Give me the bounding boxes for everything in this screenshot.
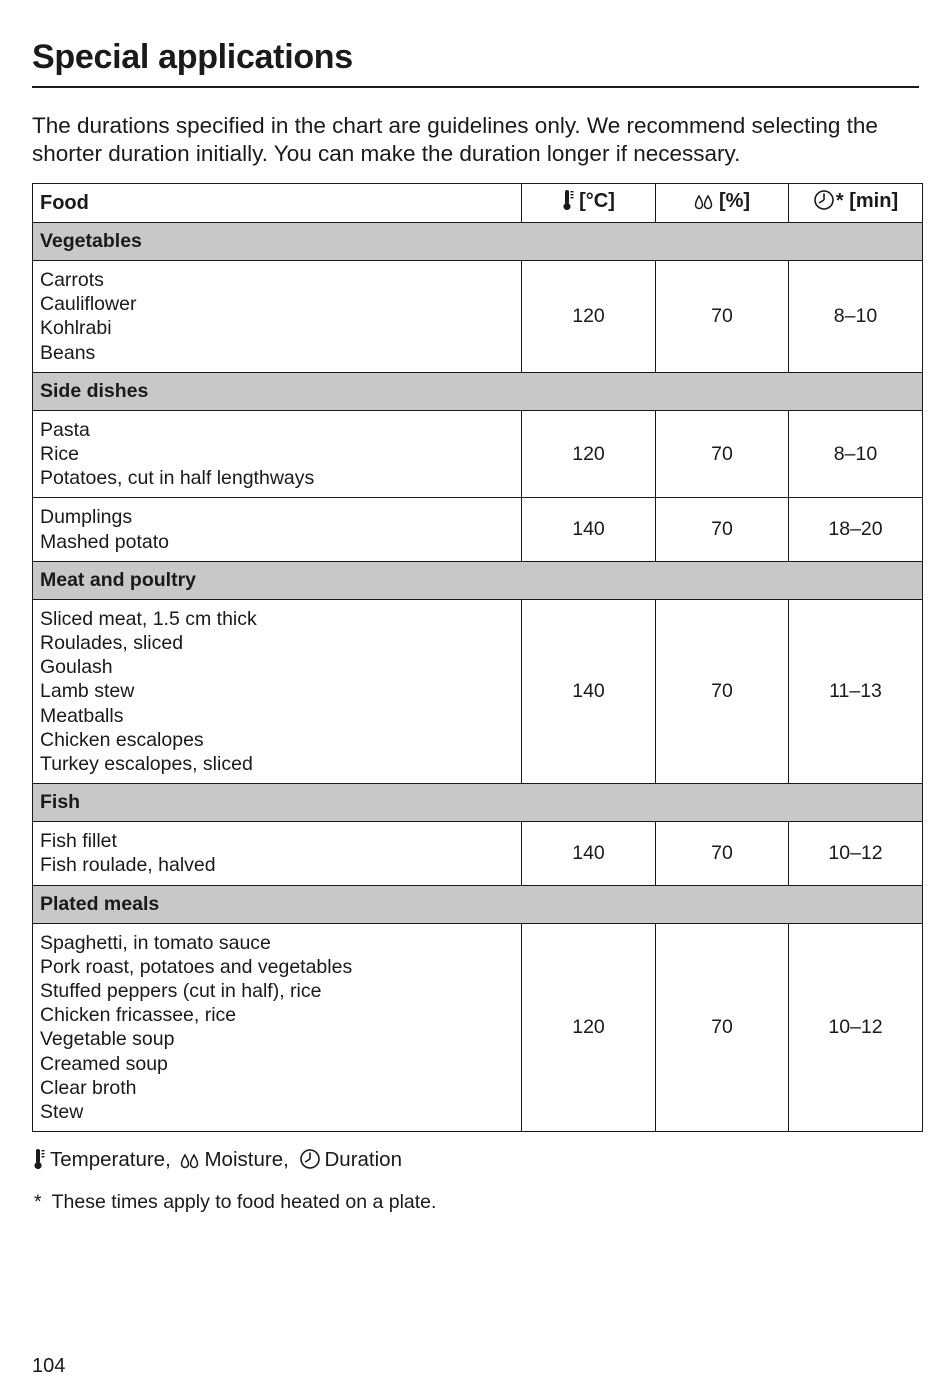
food-item: Fish roulade, halved xyxy=(40,854,216,877)
food-item: Fish fillet xyxy=(40,830,117,853)
food-item: Stuffed peppers (cut in half), rice xyxy=(40,980,322,1003)
title-divider xyxy=(32,86,919,88)
thermometer-icon xyxy=(32,1148,46,1176)
category-label: Plated meals xyxy=(33,885,923,923)
duration-cell: 18–20 xyxy=(789,498,923,561)
duration-cell: 8–10 xyxy=(789,261,923,373)
food-cell xyxy=(33,923,522,1132)
duration-cell: 10–12 xyxy=(789,923,923,1132)
food-item: Pasta xyxy=(40,418,90,441)
moisture-cell: 70 xyxy=(656,599,789,783)
duration-column-header xyxy=(789,184,923,223)
clock-icon xyxy=(813,189,835,217)
legend-temperature: Temperature, xyxy=(50,1148,171,1171)
food-item: Cauliflower xyxy=(40,293,137,316)
moisture-column-header xyxy=(656,184,789,223)
category-row xyxy=(33,784,923,822)
food-item: Stew xyxy=(40,1101,84,1124)
food-item: Pork roast, potatoes and vegetables xyxy=(40,955,353,978)
category-row xyxy=(33,372,923,410)
table-row xyxy=(33,923,923,1132)
food-item: Spaghetti, in tomato sauce xyxy=(40,931,271,954)
food-item: Kohlrabi xyxy=(40,317,112,340)
moisture-cell: 70 xyxy=(656,498,789,561)
category-row xyxy=(33,561,923,599)
duration-cell: 10–12 xyxy=(789,822,923,885)
table-row xyxy=(33,599,923,783)
temperature-column-header xyxy=(522,184,656,223)
moisture-cell: 70 xyxy=(656,261,789,373)
table-row xyxy=(33,822,923,885)
table-row xyxy=(33,498,923,561)
temperature-cell: 140 xyxy=(522,498,656,561)
footnote xyxy=(34,1191,436,1214)
food-item: Creamed soup xyxy=(40,1052,168,1075)
water-drops-icon xyxy=(180,1152,200,1176)
food-item: Lamb stew xyxy=(40,680,135,703)
temperature-cell: 120 xyxy=(522,410,656,498)
category-label: Meat and poultry xyxy=(33,561,923,599)
water-drops-icon xyxy=(694,193,714,217)
table-row xyxy=(33,410,923,498)
clock-icon xyxy=(299,1148,321,1176)
footnote-marker: * xyxy=(34,1191,42,1213)
legend-moisture: Moisture, xyxy=(204,1148,289,1171)
category-label: Fish xyxy=(33,784,923,822)
food-item: Chicken escalopes xyxy=(40,728,204,751)
food-cell xyxy=(33,498,522,561)
category-row xyxy=(33,885,923,923)
food-item: Dumplings xyxy=(40,506,133,529)
food-item: Potatoes, cut in half lengthways xyxy=(40,467,315,490)
food-item: Clear broth xyxy=(40,1076,137,1099)
food-item: Beans xyxy=(40,341,96,364)
food-item: Turkey escalopes, sliced xyxy=(40,753,253,776)
food-item: Carrots xyxy=(40,269,104,291)
page-title: Special applications xyxy=(32,38,353,76)
table-row xyxy=(33,261,923,373)
food-cell xyxy=(33,410,522,498)
duration-unit: * [min] xyxy=(835,190,899,212)
cooking-chart-table xyxy=(32,183,923,1132)
thermometer-icon xyxy=(562,189,574,217)
food-item: Mashed potato xyxy=(40,530,170,553)
category-row xyxy=(33,223,923,261)
page-number: 104 xyxy=(32,1355,66,1377)
temperature-cell: 120 xyxy=(522,261,656,373)
temperature-cell: 120 xyxy=(522,923,656,1132)
intro-paragraph: The durations specified in the chart are guidelines only. We recommend selecting the shorter duration initially. You can make the duration longer if necessary. xyxy=(32,113,878,166)
temperature-unit: [°C] xyxy=(579,190,615,212)
category-label: Vegetables xyxy=(33,223,923,261)
temperature-cell: 140 xyxy=(522,822,656,885)
food-item: Sliced meat, 1.5 cm thick xyxy=(40,607,257,630)
category-label: Side dishes xyxy=(33,372,923,410)
food-cell xyxy=(33,261,522,373)
moisture-cell: 70 xyxy=(656,822,789,885)
legend-duration: Duration xyxy=(324,1148,402,1171)
food-item: Meatballs xyxy=(40,704,124,727)
food-item: Roulades, sliced xyxy=(40,632,184,655)
food-cell xyxy=(33,822,522,885)
legend xyxy=(32,1148,402,1176)
food-item: Vegetable soup xyxy=(40,1028,175,1051)
table-header-row xyxy=(33,184,923,223)
duration-cell: 8–10 xyxy=(789,410,923,498)
moisture-unit: [%] xyxy=(718,189,751,212)
food-item: Goulash xyxy=(40,656,113,679)
duration-cell: 11–13 xyxy=(789,599,923,783)
moisture-cell: 70 xyxy=(656,410,789,498)
food-cell xyxy=(33,599,522,783)
temperature-cell: 140 xyxy=(522,599,656,783)
food-item: Chicken fricassee, rice xyxy=(40,1004,237,1027)
moisture-cell: 70 xyxy=(656,923,789,1132)
food-item: Rice xyxy=(40,443,80,466)
footnote-text: These times apply to food heated on a plate. xyxy=(51,1191,437,1213)
food-column-header: Food xyxy=(33,184,522,223)
